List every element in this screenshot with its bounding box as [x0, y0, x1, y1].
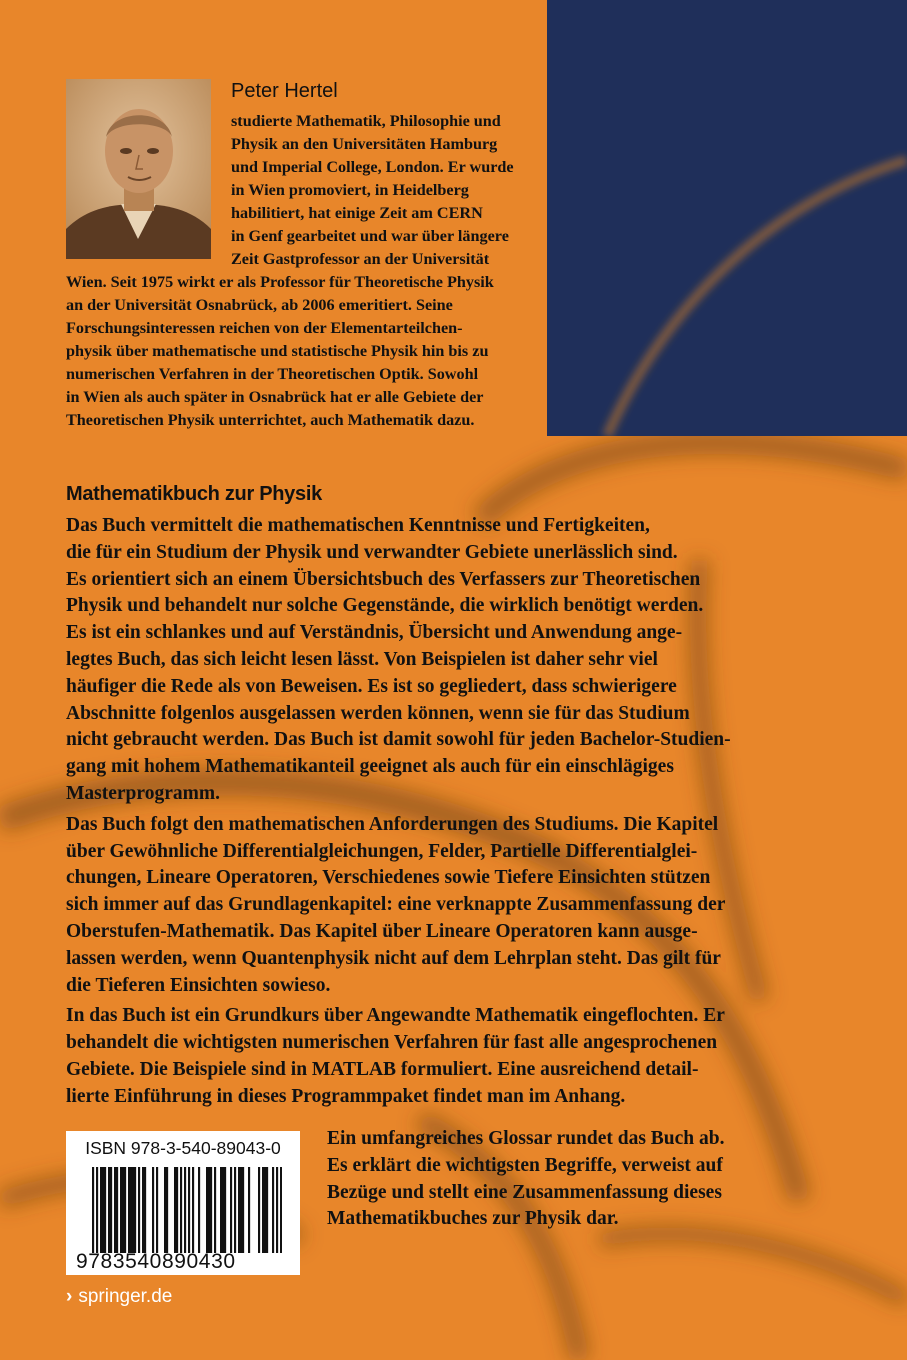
description-line: lierte Einführung in dieses Programmpaket findet man im Anhang. — [66, 1085, 626, 1107]
barcode-bar — [176, 1167, 178, 1253]
description-line: die Tieferen Einsichten sowieso. — [66, 974, 331, 996]
barcode-bar — [272, 1167, 274, 1253]
bio-line: habilitiert, hat einige Zeit am CERN — [231, 204, 483, 222]
barcode-bar — [234, 1167, 236, 1253]
chevron-right-icon: › — [66, 1286, 73, 1307]
barcode-bar — [116, 1167, 118, 1253]
barcode-bar — [280, 1167, 282, 1253]
barcode-bar — [156, 1167, 158, 1253]
description-line: chungen, Lineare Operatoren, Verschiedenes sowie Tiefere Einsichten stützen — [66, 867, 711, 889]
description-line: häufiger die Rede als von Beweisen. Es ist so gegliedert, dass schwierigere — [66, 675, 677, 697]
barcode-bar — [184, 1167, 186, 1253]
description-line: In das Buch ist ein Grundkurs über Angewandte Mathematik eingeflochten. Er — [66, 1005, 725, 1027]
barcode-bar — [108, 1167, 110, 1253]
description-line: Physik und behandelt nur solche Gegenstände, die wirklich benötigt werden. — [66, 595, 704, 617]
barcode-bar — [208, 1167, 210, 1253]
barcode-bars — [92, 1167, 282, 1253]
glossary-line: Es erklärt die wichtigsten Begriffe, verweist auf — [327, 1154, 723, 1176]
author-bio — [66, 110, 536, 432]
book-description — [66, 513, 856, 1111]
barcode-bar — [164, 1167, 166, 1253]
barcode-bar — [138, 1167, 140, 1253]
barcode-bar — [124, 1167, 126, 1253]
bio-line: physik über mathematische und statistische Physik hin bis zu — [66, 342, 489, 360]
bio-line: Zeit Gastprofessor an der Universität — [231, 250, 490, 268]
bio-line: in Wien als auch später in Osnabrück hat er alle Gebiete der — [66, 388, 484, 406]
bio-line: Physik an den Universitäten Hamburg — [231, 135, 498, 153]
bio-line: studierte Mathematik, Philosophie und — [231, 112, 501, 130]
description-line: Das Buch folgt den mathematischen Anforderungen des Studiums. Die Kapitel — [66, 813, 719, 835]
glossary-line: Mathematikbuches zur Physik dar. — [327, 1208, 619, 1230]
barcode-bar — [134, 1167, 136, 1253]
bio-line: an der Universität Osnabrück, ab 2006 emeritiert. Seine — [66, 296, 453, 314]
barcode-bar — [266, 1167, 268, 1253]
barcode-bar — [120, 1167, 122, 1253]
barcode-bar — [240, 1167, 242, 1253]
barcode-bar — [166, 1167, 168, 1253]
bio-line: in Genf gearbeitet und war über längere — [231, 227, 509, 245]
description-line: Abschnitte folgenlos ausgelassen werden können, wenn sie für das Studium — [66, 702, 690, 724]
barcode-bar — [96, 1167, 98, 1253]
barcode-bar — [276, 1167, 278, 1253]
bio-line: Theoretischen Physik unterrichtet, auch Mathematik dazu. — [66, 411, 475, 429]
bio-line: und Imperial College, London. Er wurde — [231, 158, 514, 176]
description-line: Masterprogramm. — [66, 782, 220, 804]
barcode-bar — [262, 1167, 264, 1253]
barcode-bar — [258, 1167, 260, 1253]
glossary-line: Ein umfangreiches Glossar rundet das Buch ab. — [327, 1128, 725, 1149]
description-line: über Gewöhnliche Differentialgleichungen, Felder, Partielle Differentialglei- — [66, 840, 698, 862]
barcode-bar — [224, 1167, 226, 1253]
description-line: lassen werden, wenn Quantenphysik nicht auf dem Lehrplan steht. Das gilt für — [66, 947, 721, 969]
glossary-paragraph — [327, 1126, 847, 1233]
description-line: nicht gebraucht werden. Das Buch ist damit sowohl für jeden Bachelor-Studien- — [66, 729, 731, 751]
barcode-bar — [144, 1167, 146, 1253]
barcode-bar — [264, 1167, 266, 1253]
barcode-bar — [142, 1167, 144, 1253]
barcode-bar — [180, 1167, 182, 1253]
description-line: Gebiete. Die Beispiele sind in MATLAB formuliert. Eine ausreichend detail- — [66, 1058, 699, 1080]
description-line: Oberstufen-Mathematik. Das Kapitel über Lineare Operatoren kann ausge- — [66, 920, 698, 942]
description-line: behandelt die wichtigsten numerischen Verfahren für fast alle angesprochenen — [66, 1032, 718, 1054]
barcode-bar — [174, 1167, 176, 1253]
barcode-bar — [132, 1167, 134, 1253]
isbn-barcode — [66, 1131, 300, 1275]
barcode-bar — [206, 1167, 208, 1253]
glossary-line: Bezüge und stellt eine Zusammenfassung dieses — [327, 1181, 722, 1203]
author-name: Peter Hertel — [231, 80, 338, 102]
barcode-bar — [102, 1167, 104, 1253]
barcode-bar — [192, 1167, 194, 1253]
description-line: legtes Buch, das sich leicht lesen lässt. Von Beispielen ist daher sehr viel — [66, 648, 658, 670]
barcode-bar — [130, 1167, 132, 1253]
barcode-bar — [128, 1167, 130, 1253]
barcode-bar — [210, 1167, 212, 1253]
barcode-bar — [104, 1167, 106, 1253]
description-line: Es ist ein schlankes und auf Verständnis, Übersicht und Anwendung ange- — [66, 622, 683, 644]
description-line: gang mit hohem Mathematikanteil geeignet als auch für ein einschlägiges — [66, 756, 674, 778]
barcode-bar — [92, 1167, 94, 1253]
bio-line: numerischen Verfahren in der Theoretischen Optik. Sowohl — [66, 365, 479, 383]
book-title: Mathematikbuch zur Physik — [66, 483, 322, 505]
description-line: sich immer auf das Grundlagenkapitel: eine verknappte Zusammenfassung der — [66, 894, 726, 916]
barcode-bar — [214, 1167, 216, 1253]
description-line: Das Buch vermittelt die mathematischen Kenntnisse und Fertigkeiten, — [66, 515, 650, 536]
barcode-bar — [238, 1167, 240, 1253]
barcode-bar — [114, 1167, 116, 1253]
navy-arc-art — [547, 0, 907, 436]
barcode-bar — [220, 1167, 222, 1253]
barcode-bar — [230, 1167, 232, 1253]
description-line: Es orientiert sich an einem Übersichtsbuch des Verfassers zur Theoretischen — [66, 568, 701, 590]
bio-line: Wien. Seit 1975 wirkt er als Professor für Theoretische Physik — [66, 273, 494, 291]
barcode-bar — [188, 1167, 190, 1253]
barcode-bar — [100, 1167, 102, 1253]
navy-corner-block — [547, 0, 907, 436]
description-line: die für ein Studium der Physik und verwandter Gebiete unerlässlich sind. — [66, 541, 678, 563]
barcode-bar — [122, 1167, 124, 1253]
barcode-bar — [152, 1167, 154, 1253]
barcode-bar — [198, 1167, 200, 1253]
bio-line: Forschungsinteressen reichen von der Elementarteilchen- — [66, 319, 463, 337]
barcode-bar — [222, 1167, 224, 1253]
barcode-bar — [248, 1167, 250, 1253]
bio-line: in Wien promoviert, in Heidelberg — [231, 181, 469, 199]
publisher-website: springer.de — [78, 1286, 173, 1307]
barcode-bar — [110, 1167, 112, 1253]
ean-digits: 9783540890430 — [76, 1250, 236, 1273]
publisher-link[interactable] — [66, 1286, 172, 1308]
isbn-label: ISBN 978-3-540-89043-0 — [85, 1138, 281, 1158]
barcode-bar — [242, 1167, 244, 1253]
